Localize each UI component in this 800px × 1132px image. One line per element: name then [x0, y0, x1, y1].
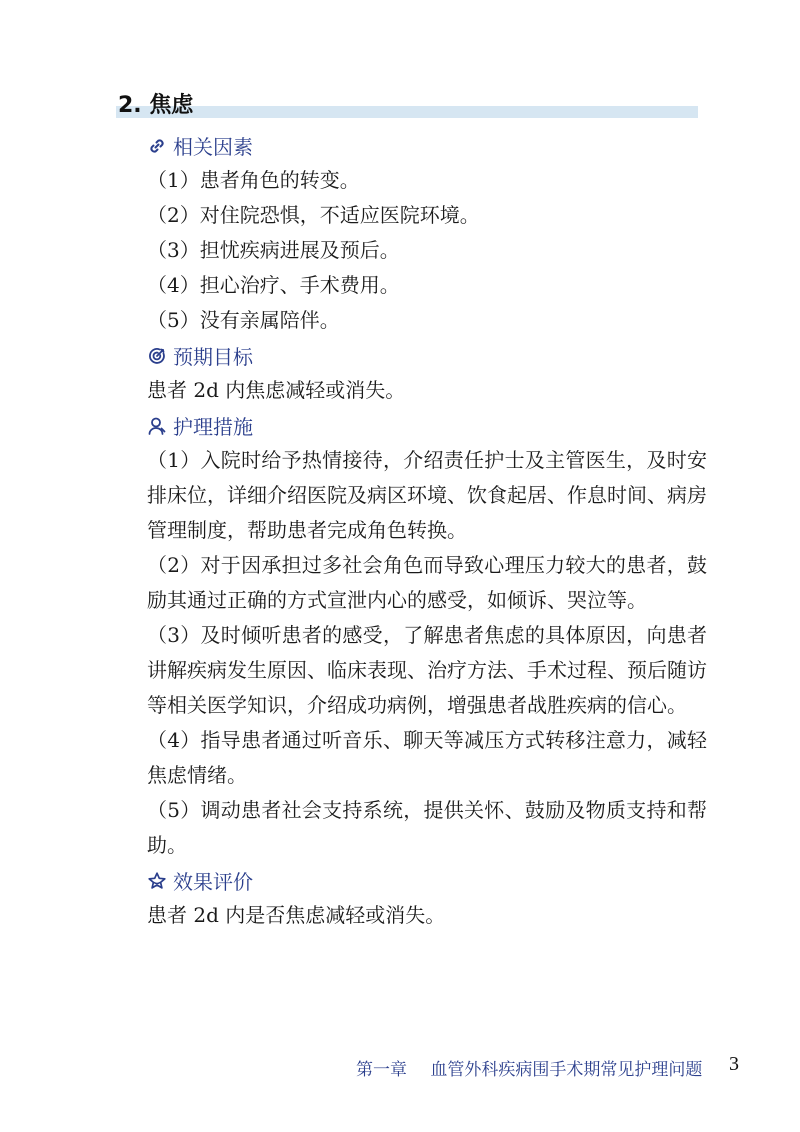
subhead-label: 护理措施: [173, 415, 253, 439]
measure-list: [147, 443, 707, 863]
link-icon: [147, 136, 167, 156]
factor-item: （2）对住院恐惧，不适应医院环境。: [147, 203, 480, 227]
star-icon: [147, 871, 167, 891]
page-number: 3: [729, 1053, 739, 1075]
subhead-related-factors: [147, 128, 707, 163]
measure-item: （1）入院时给予热情接待，介绍责任护士及主管医生，及时安排床位，详细介绍医院及病区环境、饮食起居、作息时间、病房管理制度，帮助患者完成角色转换。: [147, 448, 707, 542]
target-icon: [147, 346, 167, 366]
measure-item: （2）对于因承担过多社会角色而导致心理压力较大的患者，鼓励其通过正确的方式宣泄内心的感受，如倾诉、哭泣等。: [147, 553, 707, 612]
measure-item: （5）调动患者社会支持系统，提供关怀、鼓励及物质支持和帮助。: [147, 798, 707, 857]
goal-text: 患者 2d 内焦虑减轻或消失。: [147, 378, 406, 402]
section-title: 2. 焦虑: [118, 93, 194, 118]
subhead-expected-goal: [147, 338, 707, 373]
footer-chapter-title: 血管外科疾病围手术期常见护理问题: [430, 1060, 703, 1080]
section-heading: [116, 94, 698, 122]
measure-item: （4）指导患者通过听音乐、聊天等减压方式转移注意力，减轻焦虑情绪。: [147, 728, 707, 787]
subhead-label: 相关因素: [173, 135, 253, 159]
factor-item: （5）没有亲属陪伴。: [147, 308, 340, 332]
factor-list: [147, 163, 707, 338]
factor-item: （3）担忧疾病进展及预后。: [147, 238, 400, 262]
heading-highlight-band: [116, 106, 698, 118]
content-body: [147, 128, 707, 933]
factor-item: （4）担心治疗、手术费用。: [147, 273, 400, 297]
footer-chapter: 第一章: [356, 1060, 407, 1080]
running-footer: [356, 1055, 702, 1080]
subhead-label: 效果评价: [173, 870, 253, 894]
subhead-evaluation: [147, 863, 707, 898]
measure-item: （3）及时倾听患者的感受，了解患者焦虑的具体原因，向患者讲解疾病发生原因、临床表现、治疗方法、手术过程、预后随访等相关医学知识，介绍成功病例，增强患者战胜疾病的信心。: [147, 623, 707, 717]
subhead-label: 预期目标: [173, 345, 253, 369]
factor-item: （1）患者角色的转变。: [147, 168, 360, 192]
subhead-nursing-measures: [147, 408, 707, 443]
nurse-icon: [147, 416, 167, 436]
evaluation-text: 患者 2d 内是否焦虑减轻或消失。: [147, 903, 446, 927]
